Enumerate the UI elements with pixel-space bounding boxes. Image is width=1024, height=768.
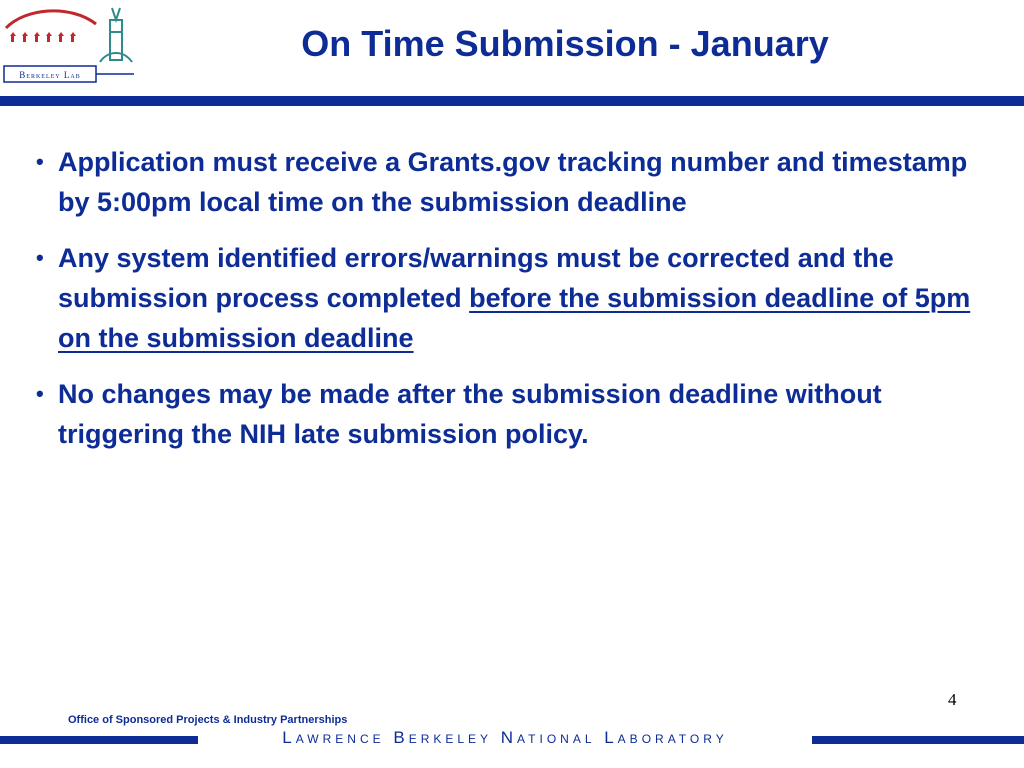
header-divider xyxy=(0,96,1024,106)
footer-office-name: Office of Sponsored Projects & Industry Partnerships xyxy=(68,714,348,726)
bullet-item xyxy=(34,374,994,454)
bullet-text: Any system identified errors/warnings must be corrected and the submission process completed xyxy=(58,243,894,313)
page-number: 4 xyxy=(948,690,957,709)
slide-title: On Time Submission - January xyxy=(301,23,829,64)
bullet-dot-icon: • xyxy=(36,245,44,270)
logo-wordmark: Berkeley Lab xyxy=(19,70,81,80)
footer-divider-left xyxy=(0,736,198,744)
footer-lab-name: Lawrence Berkeley National Laboratory xyxy=(282,728,728,747)
bullet-text: No changes may be made after the submission deadline without triggering the NIH late submission policy. xyxy=(58,379,882,449)
bullet-item xyxy=(34,142,994,222)
berkeley-lab-logo xyxy=(0,0,140,90)
bullet-list xyxy=(34,142,994,470)
bullet-underlined-text: before the submission deadline of 5pm on the submission deadline xyxy=(58,283,971,353)
footer-divider-right xyxy=(812,736,1024,744)
bullet-dot-icon: • xyxy=(36,381,44,406)
bullet-text: Application must receive a Grants.gov tracking number and timestamp by 5:00pm local time on the submission deadline xyxy=(58,147,968,217)
bullet-dot-icon: • xyxy=(36,149,44,174)
bullet-item xyxy=(34,238,994,358)
